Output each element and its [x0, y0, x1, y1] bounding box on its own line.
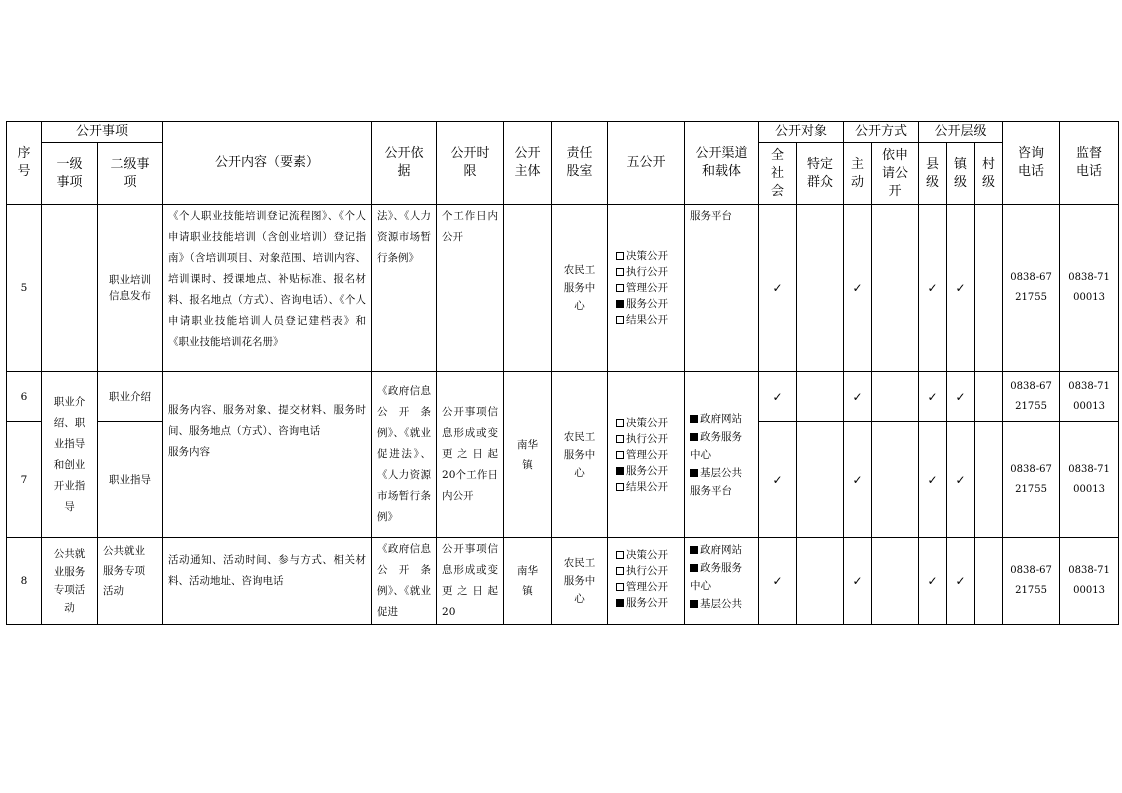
- row-consult-phone: 0838-67 21755: [1003, 538, 1060, 625]
- checkbox-item: [616, 547, 684, 563]
- filled-square-icon: [690, 433, 698, 441]
- check-mark-icon: ✓: [844, 422, 872, 538]
- row-level1: [42, 205, 98, 372]
- checkbox-item: [616, 479, 684, 495]
- checkbox-empty-icon: [616, 567, 624, 575]
- header-five: 五公开: [608, 122, 685, 205]
- check-mark-icon: ✓: [844, 205, 872, 372]
- row-level2: 公共就业 服务专项 活动: [98, 538, 163, 625]
- channel-item: [690, 410, 758, 428]
- header-dept: 责任 股室: [552, 122, 608, 205]
- check-mark-icon: ✓: [947, 205, 975, 372]
- row-dept: 农民工 服务中 心: [552, 538, 608, 625]
- checkbox-empty-icon: [616, 419, 624, 427]
- header-supervise: 监督 电话: [1060, 122, 1119, 205]
- header-active: 主 动: [844, 143, 872, 205]
- header-level2: 二级事 项: [98, 143, 163, 205]
- row-five-checklist: [608, 205, 685, 372]
- row-supervise-phone: 0838-71 00013: [1060, 205, 1119, 372]
- check-mark-icon: ✓: [759, 205, 797, 372]
- channel-item: [690, 541, 758, 559]
- row-apply: [872, 422, 919, 538]
- checkbox-item: [616, 415, 684, 431]
- row-channel: [685, 372, 759, 538]
- checkbox-label: 服务公开: [626, 464, 669, 477]
- disclosure-table: [6, 121, 1119, 625]
- header-consult: 咨询 电话: [1003, 122, 1060, 205]
- row-level1: 职业介 绍、职 业指导 和创业 开业指 导: [42, 372, 98, 538]
- row-supervise-phone: 0838-71 00013: [1060, 422, 1119, 538]
- checkbox-filled-icon: [616, 300, 624, 308]
- row-level2: 职业指导: [98, 422, 163, 538]
- channel-item: [690, 464, 758, 500]
- table-row: [7, 205, 1119, 372]
- checkbox-label: 执行公开: [626, 266, 669, 278]
- check-mark-icon: ✓: [919, 538, 947, 625]
- row-supervise-phone: 0838-71 00013: [1060, 538, 1119, 625]
- row-content: 服务内容、服务对象、提交材料、服务时间、服务地点（方式）、咨询电话 服务内容: [163, 372, 372, 538]
- row-subject: [504, 205, 552, 372]
- row-channel: [685, 538, 759, 625]
- checkbox-label: 结果公开: [626, 314, 669, 326]
- header-level1: 一级 事项: [42, 143, 98, 205]
- header-row-1: [7, 122, 1119, 143]
- filled-square-icon: [690, 469, 698, 477]
- checkbox-label: 决策公开: [626, 250, 669, 262]
- checkbox-empty-icon: [616, 583, 624, 591]
- header-content: 公开内容（要素）: [163, 122, 372, 205]
- check-mark-icon: ✓: [759, 422, 797, 538]
- row-village: [975, 422, 1003, 538]
- row-dept: 农民工 服务中 心: [552, 372, 608, 538]
- row-village: [975, 538, 1003, 625]
- checkbox-label: 管理公开: [626, 448, 669, 461]
- checkbox-empty-icon: [616, 483, 624, 491]
- check-mark-icon: ✓: [947, 538, 975, 625]
- channel-label: 政府网站: [700, 412, 743, 425]
- checkbox-label: 服务公开: [626, 298, 669, 310]
- checkbox-item: [616, 579, 684, 595]
- row-basis: 《政府信息公开条例》、《就业促进法》、《人力资源市场暂行条例》: [372, 372, 437, 538]
- row-village: [975, 372, 1003, 422]
- header-group-object: 公开对象: [759, 122, 844, 143]
- table-row: [7, 538, 1119, 625]
- disclosure-table-page: [6, 121, 1118, 625]
- row-consult-phone: 0838-67 21755: [1003, 205, 1060, 372]
- checkbox-label: 结果公开: [626, 480, 669, 493]
- header-seq: 序 号: [7, 122, 42, 205]
- row-specific: [797, 205, 844, 372]
- checkbox-empty-icon: [616, 284, 624, 292]
- row-seq: 6: [7, 372, 42, 422]
- checkbox-filled-icon: [616, 599, 624, 607]
- row-specific: [797, 372, 844, 422]
- header-channel: 公开渠道 和载体: [685, 122, 759, 205]
- row-level2: 职业培训 信息发布: [98, 205, 163, 372]
- checkbox-item: [616, 431, 684, 447]
- row-dept: 农民工 服务中 心: [552, 205, 608, 372]
- filled-square-icon: [690, 564, 698, 572]
- row-content: 《个人职业技能培训登记流程图》、《个人申请职业技能培训（含创业培训）登记指南》（含培训项目、对象范围、培训内容、培训课时、授课地点、补贴标准、报名材料、报名地点（方式）、咨询电话）、《个人申请职业技能培训人员登记建档表》和《职业技能培训花名册》: [163, 205, 372, 372]
- header-group-level: 公开层级: [919, 122, 1003, 143]
- row-timelimit: 个工作日内公开: [437, 205, 504, 372]
- row-level2: 职业介绍: [98, 372, 163, 422]
- checkbox-filled-icon: [616, 467, 624, 475]
- check-mark-icon: ✓: [919, 372, 947, 422]
- checkbox-label: 执行公开: [626, 432, 669, 445]
- row-timelimit: 公开事项信息形成或变更之日起 20个工作日内公开: [437, 372, 504, 538]
- checkbox-item: [616, 463, 684, 479]
- checkbox-label: 服务公开: [626, 597, 669, 609]
- filled-square-icon: [690, 600, 698, 608]
- check-mark-icon: ✓: [759, 538, 797, 625]
- checkbox-empty-icon: [616, 252, 624, 260]
- row-apply: [872, 372, 919, 422]
- check-mark-icon: ✓: [844, 372, 872, 422]
- row-content: 活动通知、活动时间、参与方式、相关材料、活动地址、咨询电话: [163, 538, 372, 625]
- checkbox-label: 管理公开: [626, 581, 669, 593]
- row-subject: 南华 镇: [504, 372, 552, 538]
- row-subject: 南华 镇: [504, 538, 552, 625]
- row-specific: [797, 422, 844, 538]
- checkbox-label: 执行公开: [626, 565, 669, 577]
- checkbox-empty-icon: [616, 451, 624, 459]
- row-seq: 8: [7, 538, 42, 625]
- row-basis: 法》、《人力资源市场暂行条例》: [372, 205, 437, 372]
- checkbox-label: 决策公开: [626, 549, 669, 561]
- check-mark-icon: ✓: [759, 372, 797, 422]
- channel-label: 基层公共 服务平台: [690, 466, 743, 497]
- channel-item: [690, 428, 758, 464]
- checkbox-label: 管理公开: [626, 282, 669, 294]
- checkbox-item: [616, 280, 684, 296]
- checkbox-item: [616, 296, 684, 312]
- checkbox-item: [616, 248, 684, 264]
- checkbox-item: [616, 312, 684, 328]
- channel-item: [690, 595, 758, 613]
- table-row: [7, 372, 1119, 422]
- channel-label: 政府网站: [700, 544, 743, 556]
- channel-item: [690, 559, 758, 595]
- row-consult-phone: 0838-67 21755: [1003, 422, 1060, 538]
- header-group-method: 公开方式: [844, 122, 919, 143]
- header-specific: 特定 群众: [797, 143, 844, 205]
- header-all-society: 全 社 会: [759, 143, 797, 205]
- checkbox-item: [616, 264, 684, 280]
- checkbox-item: [616, 447, 684, 463]
- row-seq: 7: [7, 422, 42, 538]
- row-timelimit: 公开事项信息形成或变更之日起 20: [437, 538, 504, 625]
- header-group-items: 公开事项: [42, 122, 163, 143]
- row-specific: [797, 538, 844, 625]
- header-village: 村 级: [975, 143, 1003, 205]
- row-apply: [872, 205, 919, 372]
- row-basis: 《政府信息公开条例》、《就业促进: [372, 538, 437, 625]
- header-county: 县 级: [919, 143, 947, 205]
- channel-label: 政务服务 中心: [690, 562, 743, 592]
- check-mark-icon: ✓: [947, 422, 975, 538]
- check-mark-icon: ✓: [844, 538, 872, 625]
- channel-label: 基层公共: [700, 598, 743, 610]
- checkbox-item: [616, 563, 684, 579]
- checkbox-empty-icon: [616, 316, 624, 324]
- check-mark-icon: ✓: [919, 422, 947, 538]
- row-supervise-phone: 0838-71 00013: [1060, 372, 1119, 422]
- row-five-checklist: [608, 538, 685, 625]
- row-consult-phone: 0838-67 21755: [1003, 372, 1060, 422]
- header-town: 镇 级: [947, 143, 975, 205]
- header-apply: 依申 请公 开: [872, 143, 919, 205]
- check-mark-icon: ✓: [947, 372, 975, 422]
- row-level1: 公共就 业服务 专项活 动: [42, 538, 98, 625]
- checkbox-empty-icon: [616, 268, 624, 276]
- checkbox-empty-icon: [616, 551, 624, 559]
- checkbox-empty-icon: [616, 435, 624, 443]
- check-mark-icon: ✓: [919, 205, 947, 372]
- checkbox-item: [616, 595, 684, 611]
- checkbox-label: 决策公开: [626, 416, 669, 429]
- row-seq: 5: [7, 205, 42, 372]
- header-timelimit: 公开时 限: [437, 122, 504, 205]
- header-subject: 公开 主体: [504, 122, 552, 205]
- row-village: [975, 205, 1003, 372]
- channel-label: 政务服务 中心: [690, 430, 743, 461]
- row-apply: [872, 538, 919, 625]
- row-five-checklist: [608, 372, 685, 538]
- row-channel: 服务平台: [685, 205, 759, 372]
- filled-square-icon: [690, 415, 698, 423]
- header-basis: 公开依 据: [372, 122, 437, 205]
- filled-square-icon: [690, 546, 698, 554]
